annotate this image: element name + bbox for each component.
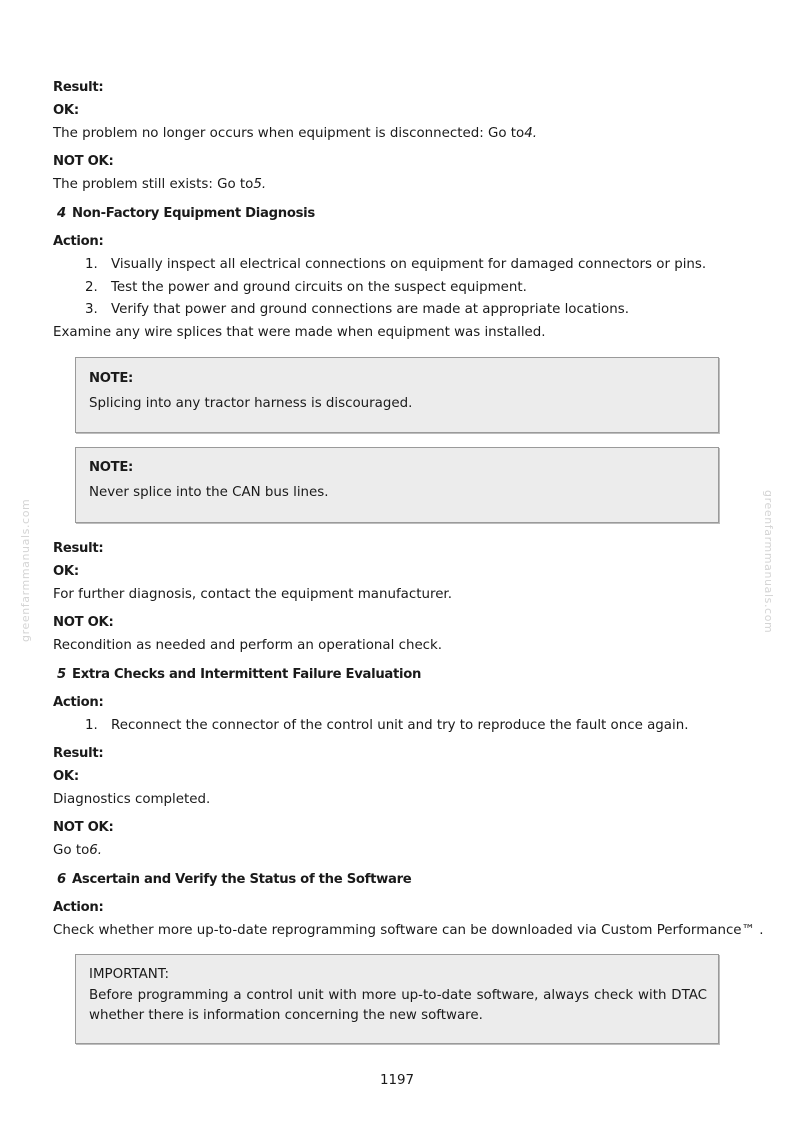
list-item-text: Visually inspect all electrical connections on equipment for damaged connectors or pins. [111,257,707,272]
list-item-number: 1. [85,718,98,733]
ok-text: For further diagnosis, contact the equipment manufacturer. [53,587,452,602]
ok-label: OK: [53,564,79,579]
step-4-after-text: Examine any wire splices that were made when equipment was installed. [53,325,546,340]
step-4-list-item [85,256,706,274]
list-item-number: 3. [85,302,98,317]
step-4-list-item [85,301,629,319]
not-ok-label: NOT OK: [53,154,114,169]
list-item-text: Test the power and ground circuits on the suspect equipment. [111,280,527,295]
important-label: IMPORTANT: [89,967,169,982]
step-5-list-item [85,717,688,735]
list-item-number: 2. [85,280,98,295]
not-ok-text: Recondition as needed and perform an operational check. [53,638,443,653]
step-6-action-text: Check whether more up-to-date reprogramming software can be downloaded via Custom Performance™ . [53,923,764,938]
step-4-heading [53,205,315,223]
step-6-heading [53,871,411,889]
list-item-text: Verify that power and ground connections are made at appropriate locations. [111,302,629,317]
ok-text [53,125,537,143]
step-4-title: Non-Factory Equipment Diagnosis [72,206,315,221]
not-ok-text [53,176,266,194]
important-box [75,954,719,1044]
step-6-action-label: Action: [53,900,104,915]
important-text: Before programming a control unit with more up-to-date software, always check with DTAC whether there is information concerning the new software. [89,988,707,1023]
ok-label: OK: [53,103,79,118]
ok-text: Diagnostics completed. [53,792,211,807]
not-ok-label: NOT OK: [53,820,114,835]
ok-text-body: The problem no longer occurs when equipment is disconnected: Go to [53,126,525,141]
note-box [75,357,719,433]
step-5-heading [53,666,421,684]
note-label: NOTE: [89,371,134,386]
result-label: Result: [53,541,104,556]
not-ok-text-body: Go to [53,843,90,858]
ok-label: OK: [53,769,79,784]
watermark-left: greenfarmmanuals.com [19,498,32,642]
step-6-number: 6 [57,872,66,887]
note-box [75,447,719,523]
note-text: Splicing into any tractor harness is discouraged. [89,396,413,411]
result-label: Result: [53,746,104,761]
step-5-title: Extra Checks and Intermittent Failure Evaluation [72,667,422,682]
step-4-action-label: Action: [53,234,104,249]
list-item-number: 1. [85,257,98,272]
step-4-number: 4 [57,206,66,221]
goto-step-4-link[interactable]: 4. [524,126,538,141]
page-number: 1197 [379,1073,415,1088]
step-6-title: Ascertain and Verify the Status of the Software [72,872,412,887]
goto-step-6-link[interactable]: 6. [89,843,103,858]
step-4-list-item [85,279,527,297]
note-text: Never splice into the CAN bus lines. [89,485,329,500]
step-5-action-label: Action: [53,695,104,710]
result-label: Result: [53,80,104,95]
goto-step-5-link[interactable]: 5. [253,177,267,192]
watermark-right: greenfarmmanuals.com [762,490,775,634]
list-item-text: Reconnect the connector of the control unit and try to reproduce the fault once again. [111,718,689,733]
step-5-number: 5 [57,667,66,682]
not-ok-text [53,842,102,860]
not-ok-label: NOT OK: [53,615,114,630]
note-label: NOTE: [89,460,134,475]
not-ok-text-body: The problem still exists: Go to [53,177,254,192]
